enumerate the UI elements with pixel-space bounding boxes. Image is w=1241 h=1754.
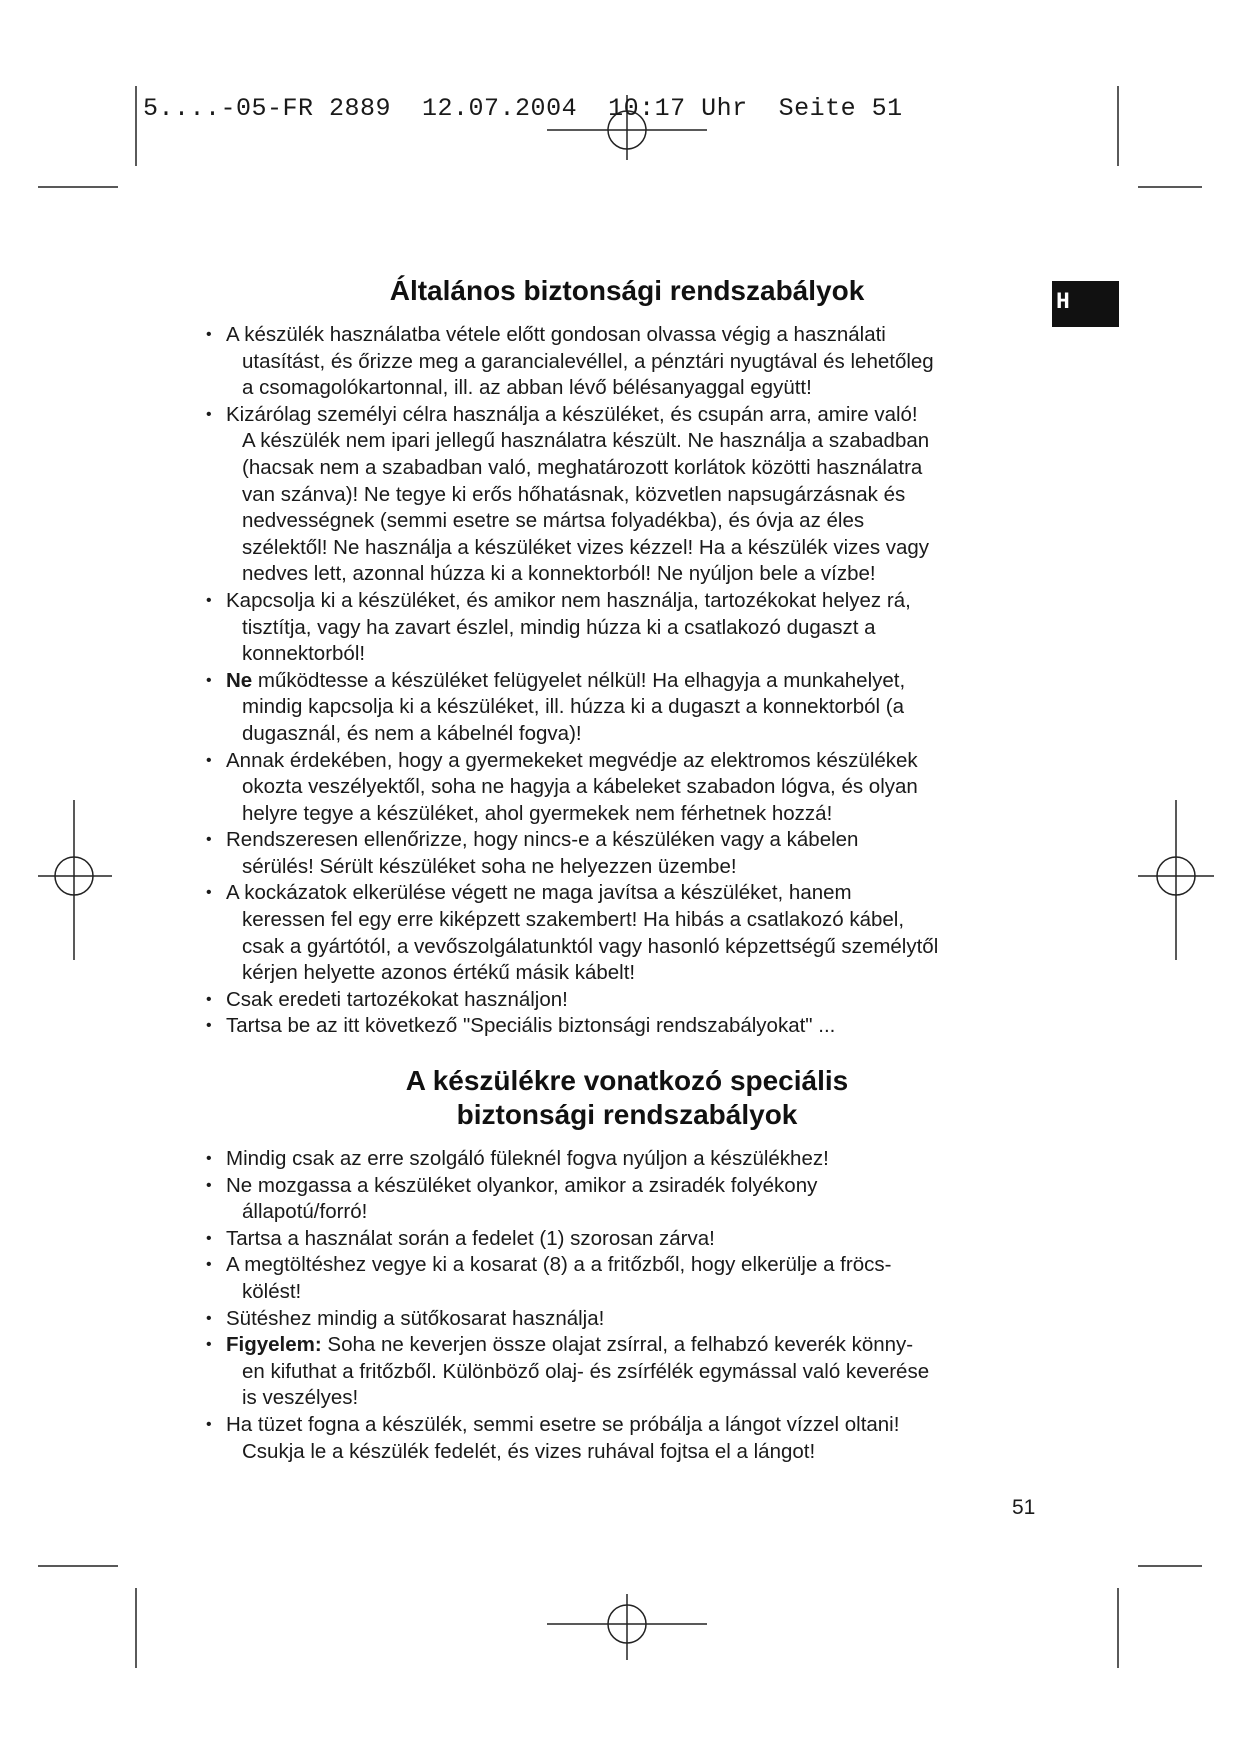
list-item-continuation: utasítást, és őrizze meg a garancialevéllel, a pénztári nyugtával és lehetőleg [242, 349, 934, 373]
list-item [202, 588, 1052, 668]
list-item [202, 1332, 1052, 1412]
section2-title [202, 1064, 1052, 1132]
section2-title-line2: biztonsági rendszabályok [456, 1099, 798, 1131]
list-item-text: A kockázatok elkerülése végett ne maga javítsa a készüléket, hanem [226, 881, 852, 905]
list-item [202, 322, 1052, 402]
list-item-continuation: kölést! [242, 1280, 302, 1303]
list-item-continuation: sérülés! Sérült készüléket soha ne helyezzen üzembe! [242, 854, 737, 878]
list-item-continuation: is veszélyes! [242, 1386, 359, 1410]
list-item-continuation: tisztítja, vagy ha zavart észlel, mindig húzza ki a csatlakozó dugaszt a [242, 615, 876, 639]
list-item-first-line [226, 1013, 1052, 1040]
list-item-text: A készülék használatba vétele előtt gondosan olvassa végig a használati [226, 323, 886, 346]
special-safety-list [202, 1146, 1052, 1465]
list-item-first-line [226, 402, 1052, 429]
list-item-continuation: nedves lett, azonnal húzza ki a konnektorból! Ne nyúljon bele a vízbe! [242, 562, 876, 586]
main-content [202, 274, 1052, 1465]
list-item-text: Kapcsolja ki a készüléket, és amikor nem használja, tartozékokat helyez rá, [226, 588, 911, 612]
list-item-text: Sütéshez mindig a sütőkosarat használja! [226, 1306, 605, 1330]
list-item-continuation: okozta veszélyektől, soha ne hagyja a kábeleket szabadon lógva, és olyan [242, 775, 918, 799]
list-item-text: Soha ne keverjen össze olajat zsírral, a felhabzó keverék könny- [321, 1333, 914, 1357]
list-item-first-line [226, 748, 1052, 775]
list-item-continuation: nedvességnek (semmi esetre se mártsa folyadékba), és óvja az éles [242, 509, 865, 533]
list-item [202, 748, 1052, 828]
list-item-first-line [226, 1332, 1052, 1359]
list-item-continuation: szélektől! Ne használja a készüléket vizes kézzel! Ha a készülék vizes vagy [242, 535, 930, 559]
list-item-continuation: mindig kapcsolja ki a készüléket, ill. húzza ki a dugaszt a konnektorból (a [242, 695, 905, 719]
page-number: 51 [1012, 1496, 1036, 1519]
list-item-continuation: Csukja le a készülék fedelét, és vizes ruhával fojtsa el a lángot! [242, 1439, 816, 1463]
list-item-text: Rendszeresen ellenőrizze, hogy nincs-e a készüléken vagy a kábelen [226, 828, 859, 852]
section1-title: Általános biztonsági rendszabályok [389, 275, 865, 306]
list-item-first-line [226, 1226, 1052, 1253]
list-item-text: Tartsa be az itt következő "Speciális biztonsági rendszabályokat" ... [226, 1014, 836, 1038]
list-item-continuation: konnektorból! [242, 642, 366, 666]
list-item [202, 1173, 1052, 1226]
list-item [202, 987, 1052, 1014]
list-item-first-line [226, 588, 1052, 615]
list-item-continuation: kérjen helyette azonos értékű másik kábelt! [242, 961, 636, 985]
list-item-first-line [226, 1146, 1052, 1173]
emphasis: Ne [226, 668, 253, 692]
list-item-continuation: állapotú/forró! [242, 1200, 368, 1224]
list-item [202, 1252, 1052, 1305]
list-item-text: Kizárólag személyi célra használja a készüléket, és csupán arra, amire való! [226, 402, 918, 426]
list-item [202, 1013, 1052, 1040]
list-item-first-line [226, 322, 1052, 349]
list-item-continuation: helyre tegye a készüléket, ahol gyermekek nem férhetnek hozzá! [242, 801, 833, 825]
list-item-text: Mindig csak az erre szolgáló füleknél fogva nyúljon a készülékhez! [226, 1147, 829, 1171]
list-item-continuation: a csomagolókartonnal, ill. az abban lévő bélésanyaggal együtt! [242, 376, 812, 400]
list-item-continuation: van szánva)! Ne tegye ki erős hőhatásnak, közvetlen napsugárzásnak és [242, 482, 906, 506]
list-item [202, 1306, 1052, 1333]
list-item-continuation: dugasznál, és nem a kábelnél fogva)! [242, 721, 582, 745]
list-item [202, 668, 1052, 748]
registration-mark-right [1138, 800, 1214, 960]
general-safety-list [202, 322, 1052, 1040]
list-item-text: Ha tüzet fogna a készülék, semmi esetre se próbálja a lángot vízzel oltani! [226, 1412, 900, 1436]
list-item [202, 1226, 1052, 1253]
list-item-continuation: en kifuthat a fritőzből. Különböző olaj- és zsírfélék egymással való keverése [242, 1359, 930, 1383]
list-item [202, 827, 1052, 880]
list-item-text: Ne mozgassa a készüléket olyankor, amikor a zsiradék folyékony [226, 1173, 818, 1197]
list-item [202, 402, 1052, 588]
list-item [202, 880, 1052, 986]
list-item-text: A megtöltéshez vegye ki a kosarat (8) a a fritőzből, hogy elkerülje a fröcs- [226, 1253, 892, 1277]
list-item-first-line [226, 1412, 1052, 1439]
section2-title-line1: A készülékre vonatkozó speciális [405, 1065, 849, 1097]
list-item [202, 1412, 1052, 1465]
list-item-continuation: keressen fel egy erre kiképzett szakembert! Ha hibás a csatlakozó kábel, [242, 908, 905, 932]
list-item-continuation: (hacsak nem a szabadban való, meghatározott korlátok közötti használatra [242, 455, 923, 479]
list-item-first-line [226, 1252, 1052, 1279]
emphasis: Figyelem: [226, 1333, 322, 1357]
list-item-first-line [226, 827, 1052, 854]
list-item-first-line [226, 1306, 1052, 1333]
list-item-first-line [226, 880, 1052, 907]
list-item-text: Tartsa a használat során a fedelet (1) szorosan zárva! [226, 1226, 715, 1250]
list-item-continuation: A készülék nem ipari jellegű használatra készült. Ne használja a szabadban [242, 429, 930, 453]
list-item-first-line [226, 668, 1052, 695]
registration-mark-bottom [547, 1594, 707, 1660]
list-item-text: működtesse a készüléket felügyelet nélkül! Ha elhagyja a munkahelyet, [252, 668, 906, 692]
registration-mark-left [38, 800, 112, 960]
list-item-continuation: csak a gyártótól, a vevőszolgálatunktól vagy hasonló képzettségű személytől [242, 934, 939, 958]
slug-line: 5....-05-FR 2889 12.07.2004 10:17 Uhr Seite 51 [143, 94, 903, 123]
list-item-text: Csak eredeti tartozékokat használjon! [226, 987, 568, 1011]
list-item [202, 1146, 1052, 1173]
language-tab: H [1052, 281, 1119, 327]
list-item-text: Annak érdekében, hogy a gyermekeket megvédje az elektromos készülékek [226, 748, 918, 772]
list-item-first-line [226, 987, 1052, 1014]
list-item-first-line [226, 1173, 1052, 1200]
